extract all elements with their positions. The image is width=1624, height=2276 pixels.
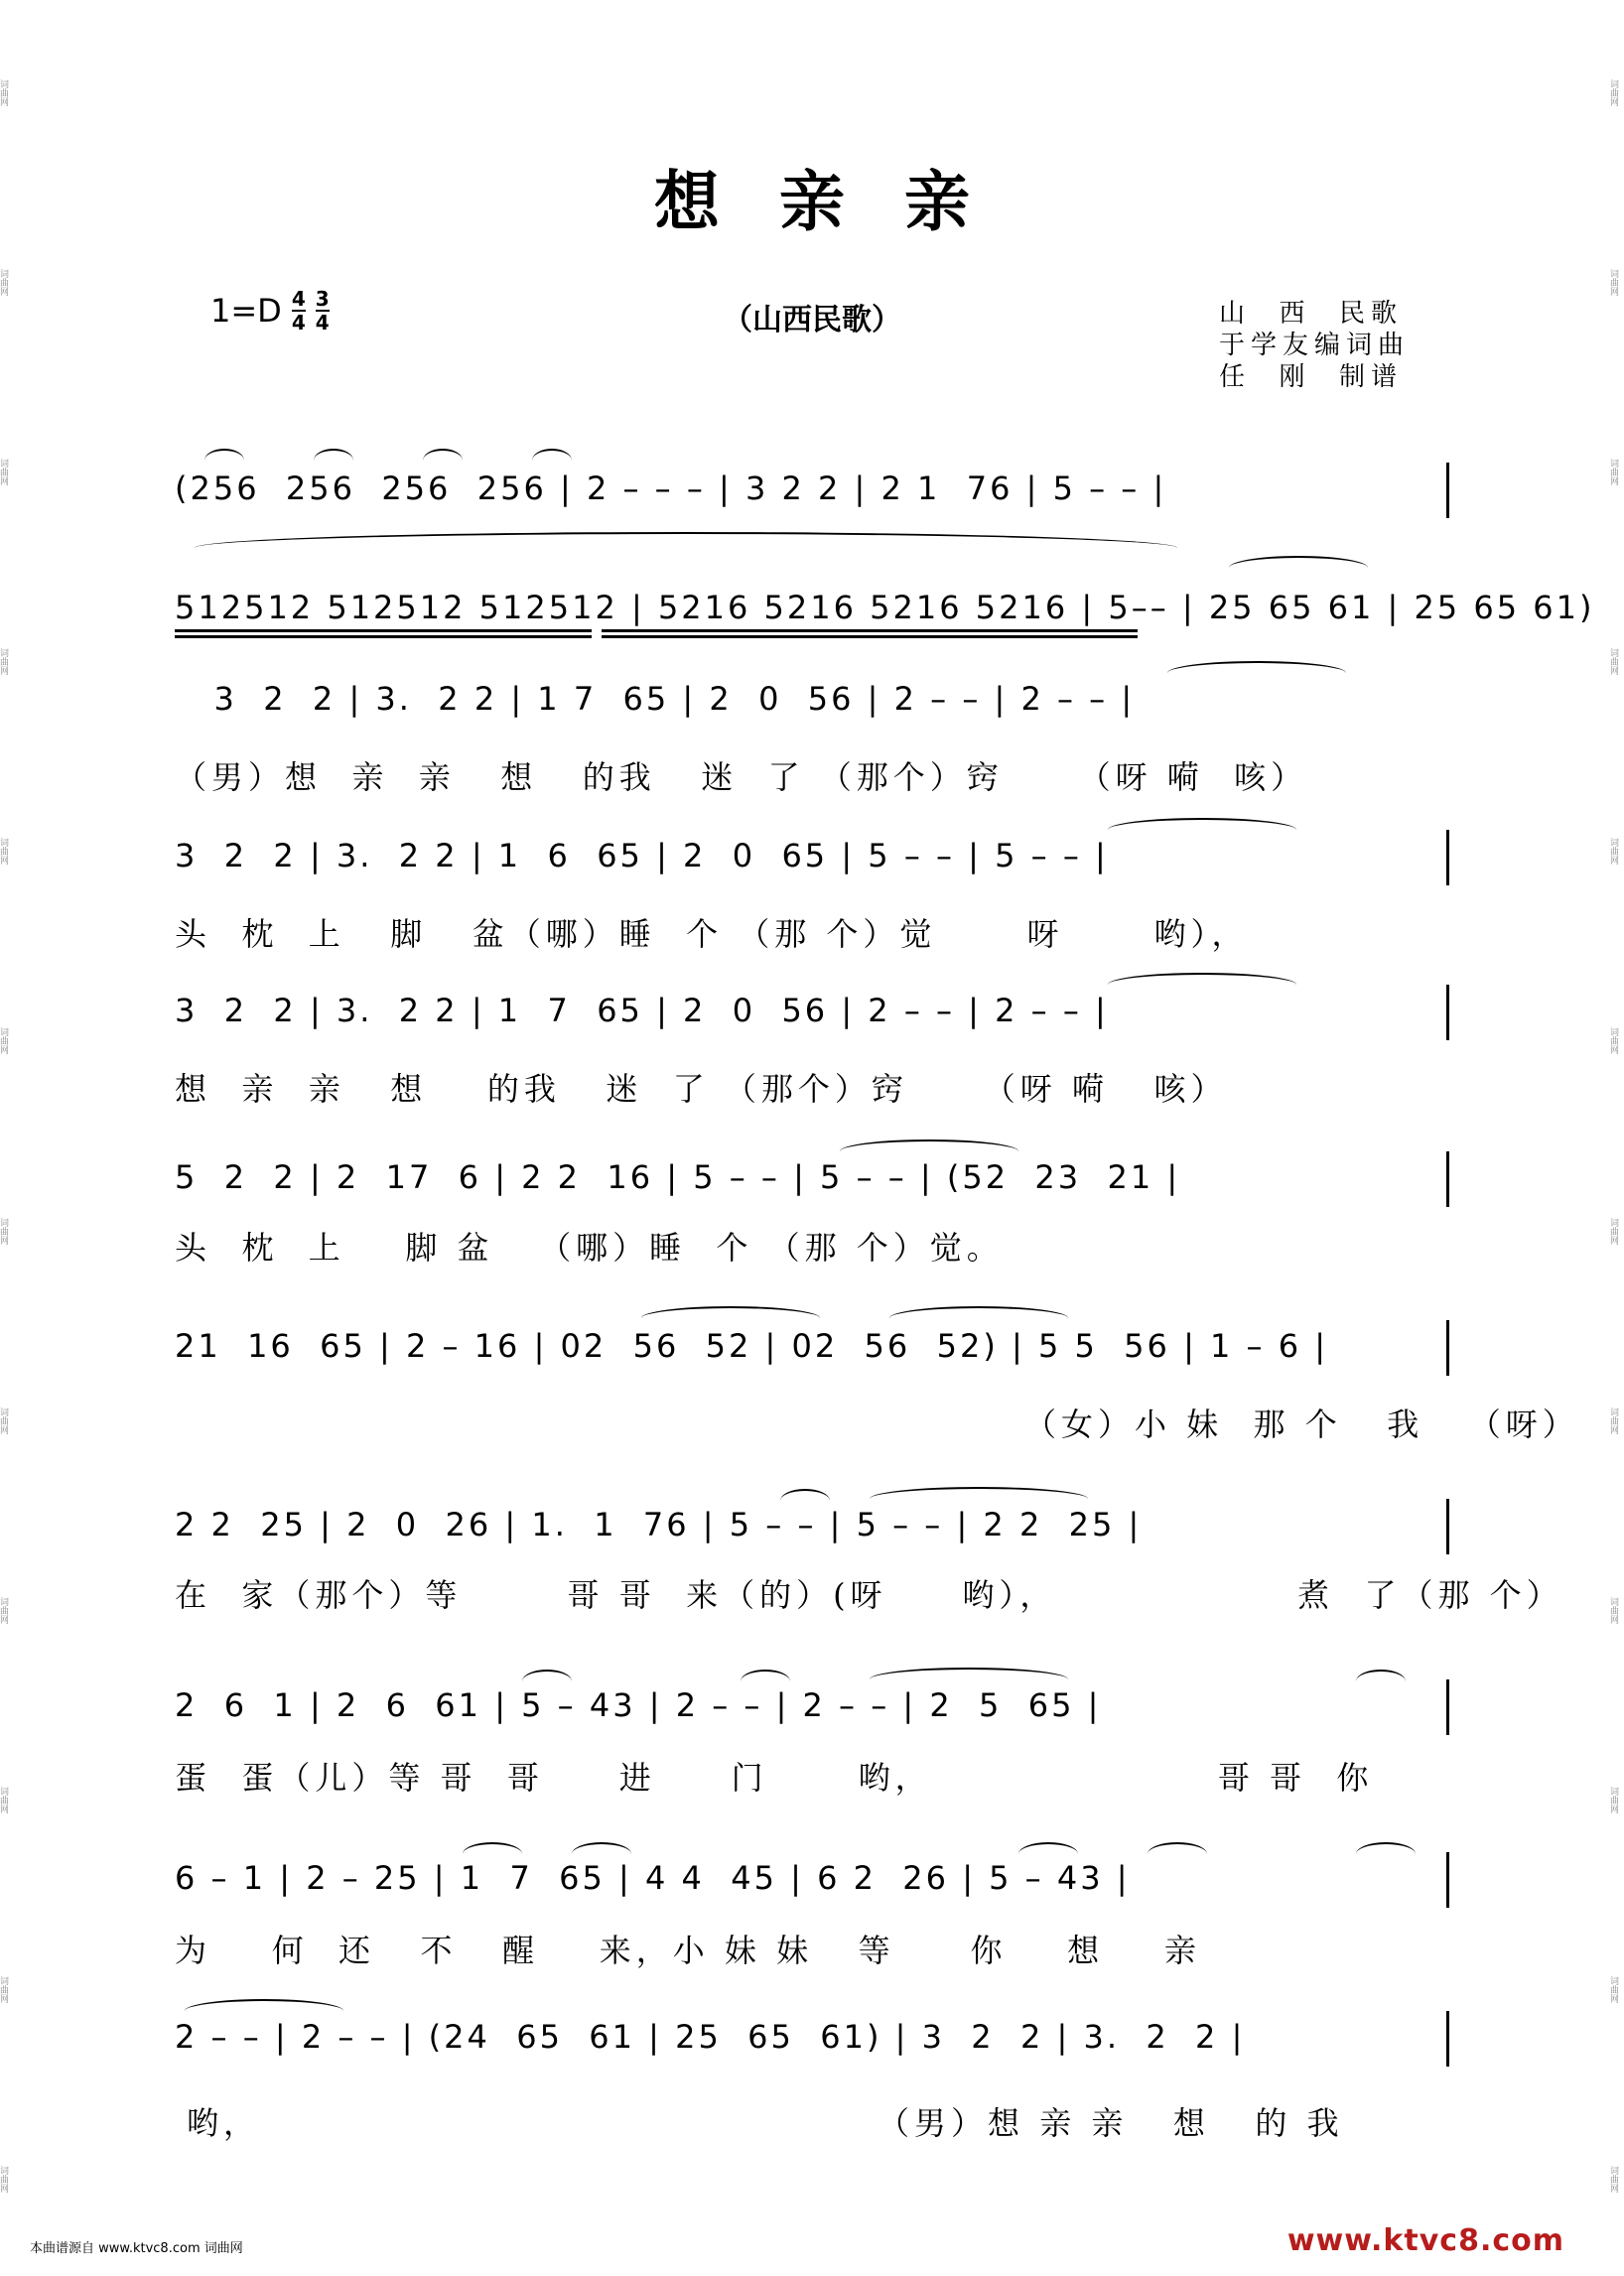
slur bbox=[741, 1670, 790, 1693]
credit-line: 山 西 民歌 bbox=[1219, 299, 1404, 329]
slur bbox=[1148, 1842, 1207, 1866]
score-row bbox=[175, 582, 1595, 641]
credit-line: 任 刚 制谱 bbox=[1219, 362, 1404, 392]
credits bbox=[1219, 298, 1410, 393]
subtitle: （山西民歌） bbox=[723, 303, 901, 337]
lyric-line: 头 枕 上 脚 盆（哪）睡 个 （那 个）觉 呀 哟）， bbox=[175, 915, 1249, 953]
lyric-line: 哟， （男）想 亲 亲 想 的 我 bbox=[187, 2104, 1344, 2142]
tie bbox=[870, 1668, 1068, 1691]
tie bbox=[870, 1487, 1088, 1511]
notation: 3 2 2 | 3. 2 2 | 1 7 65 | 2 0 56 | 2 – – | 2 – – | bbox=[175, 992, 1109, 1029]
triplet-slur bbox=[532, 449, 572, 472]
tie bbox=[185, 1999, 343, 2023]
lyric-line: 蛋 蛋（儿）等 哥 哥 进 门 哟， 哥 哥 你 bbox=[175, 1759, 1374, 1797]
lyric-line: （女）小 妹 那 个 我 （呀） bbox=[1024, 1406, 1579, 1443]
score-row bbox=[175, 1499, 1563, 1614]
lyric-line: 想 亲 亲 想 的我 迷 了 （那个）窍 （呀 嗬 咳） bbox=[175, 1070, 1228, 1108]
lyric-line: （男）想 亲 亲 想 的我 迷 了 （那个）窍 （呀 嗬 咳） bbox=[175, 758, 1308, 796]
barline bbox=[1446, 1499, 1449, 1554]
tie bbox=[1167, 661, 1346, 685]
barline bbox=[1446, 1151, 1449, 1207]
barline bbox=[1446, 1852, 1449, 1908]
time-signature-2: $\frac{3}{4}$ bbox=[315, 287, 330, 335]
slur bbox=[522, 1670, 572, 1693]
score-row bbox=[175, 1852, 1449, 1969]
tie bbox=[840, 1139, 1018, 1163]
beam bbox=[602, 635, 1138, 638]
score-row bbox=[175, 1679, 1449, 1797]
tie bbox=[1108, 818, 1296, 842]
score-row bbox=[175, 463, 1449, 522]
notation: (256 256 256 256 | 2 – – – | 3 2 2 | 2 1 76 | 5 – – | bbox=[175, 469, 1167, 507]
slur bbox=[889, 1306, 1068, 1330]
slur bbox=[463, 1842, 522, 1866]
barline bbox=[1446, 830, 1449, 885]
slur bbox=[572, 1842, 631, 1866]
notation: 2 – – | 2 – – | (24 65 61 | 25 65 61) | 3 2 2 | 3. 2 2 | bbox=[175, 2018, 1246, 2056]
slur bbox=[1229, 556, 1368, 580]
notation: 6 – 1 | 2 – 25 | 1 7 65 | 4 4 45 | 6 2 26 | 5 – 43 | bbox=[175, 1859, 1131, 1897]
song-title: 想亲亲 bbox=[654, 163, 1029, 240]
lyric-line: 在 家（那个）等 哥 哥 来（的）(呀 哟）， 煮 了（那 个） bbox=[175, 1576, 1563, 1614]
notation: 5 2 2 | 2 17 6 | 2 2 16 | 5 – – | 5 – – | (52 23 21 | bbox=[175, 1158, 1181, 1196]
slur bbox=[1018, 1842, 1078, 1866]
tie bbox=[1108, 973, 1296, 997]
notation: 3 2 2 | 3. 2 2 | 1 7 65 | 2 0 56 | 2 – – | 2 – – | bbox=[175, 680, 1136, 718]
barline bbox=[1446, 2011, 1449, 2067]
notation: 21 16 65 | 2 – 16 | 02 56 52 | 02 56 52) | 5 5 56 | 1 – 6 | bbox=[175, 1327, 1329, 1365]
barline bbox=[1446, 985, 1449, 1040]
beam bbox=[175, 629, 592, 632]
footer-source-note: 本曲谱源自 www.ktvc8.com 词曲网 bbox=[30, 2241, 243, 2256]
beam bbox=[602, 629, 1138, 632]
notation: 3 2 2 | 3. 2 2 | 1 6 65 | 2 0 65 | 5 – – | 5 – – | bbox=[175, 837, 1109, 874]
triplet-slur bbox=[314, 449, 353, 472]
credit-line: 于学友编词曲 bbox=[1219, 331, 1411, 360]
lyric-line: 头 枕 上 脚 盆 （哪）睡 个 （那 个）觉。 bbox=[175, 1229, 1004, 1267]
triplet-slur bbox=[423, 449, 463, 472]
barline bbox=[1446, 1679, 1449, 1735]
lyric-line: 为 何 还 不 醒 来，小 妹 妹 等 你 想 亲 bbox=[175, 1932, 1201, 1969]
left-edge-watermark: 词曲网 词曲网 词曲网 词曲网 词曲网 词曲网 词曲网 词曲网 词曲网 词曲网 词曲网 词曲网 bbox=[0, 80, 10, 2195]
phrase-slur bbox=[195, 532, 1177, 564]
slur bbox=[1356, 1670, 1406, 1693]
barline bbox=[1446, 463, 1449, 518]
triplet-slur bbox=[204, 449, 244, 472]
score-row bbox=[175, 1320, 1579, 1443]
slur bbox=[1356, 1842, 1416, 1866]
key-label: 1=D bbox=[210, 292, 282, 330]
score-row bbox=[175, 2011, 1449, 2142]
score-row bbox=[175, 830, 1449, 953]
score-row bbox=[175, 1151, 1449, 1267]
notation: 2 2 25 | 2 0 26 | 1. 1 76 | 5 – – | 5 – – | 2 2 25 | bbox=[175, 1506, 1143, 1543]
barline bbox=[1446, 1320, 1449, 1376]
slur bbox=[780, 1489, 830, 1513]
beam bbox=[175, 635, 592, 638]
score-row bbox=[175, 985, 1449, 1108]
score-row bbox=[175, 673, 1449, 796]
notation: 512512 512512 512512 | 5216 5216 5216 5216 | 5–– | 25 65 61 | 25 65 61) bbox=[175, 589, 1595, 626]
notation: 2 6 1 | 2 6 61 | 5 – 43 | 2 – – | 2 – – | 2 5 65 | bbox=[175, 1686, 1102, 1724]
time-signature-1: $\frac{4}{4}$ bbox=[291, 287, 306, 335]
slur bbox=[641, 1306, 820, 1330]
footer-site-logo: www.ktvc8.com bbox=[1286, 2223, 1564, 2258]
right-edge-watermark: 词曲网 词曲网 词曲网 词曲网 词曲网 词曲网 词曲网 词曲网 词曲网 词曲网 词曲网 词曲网 bbox=[1610, 80, 1620, 2195]
